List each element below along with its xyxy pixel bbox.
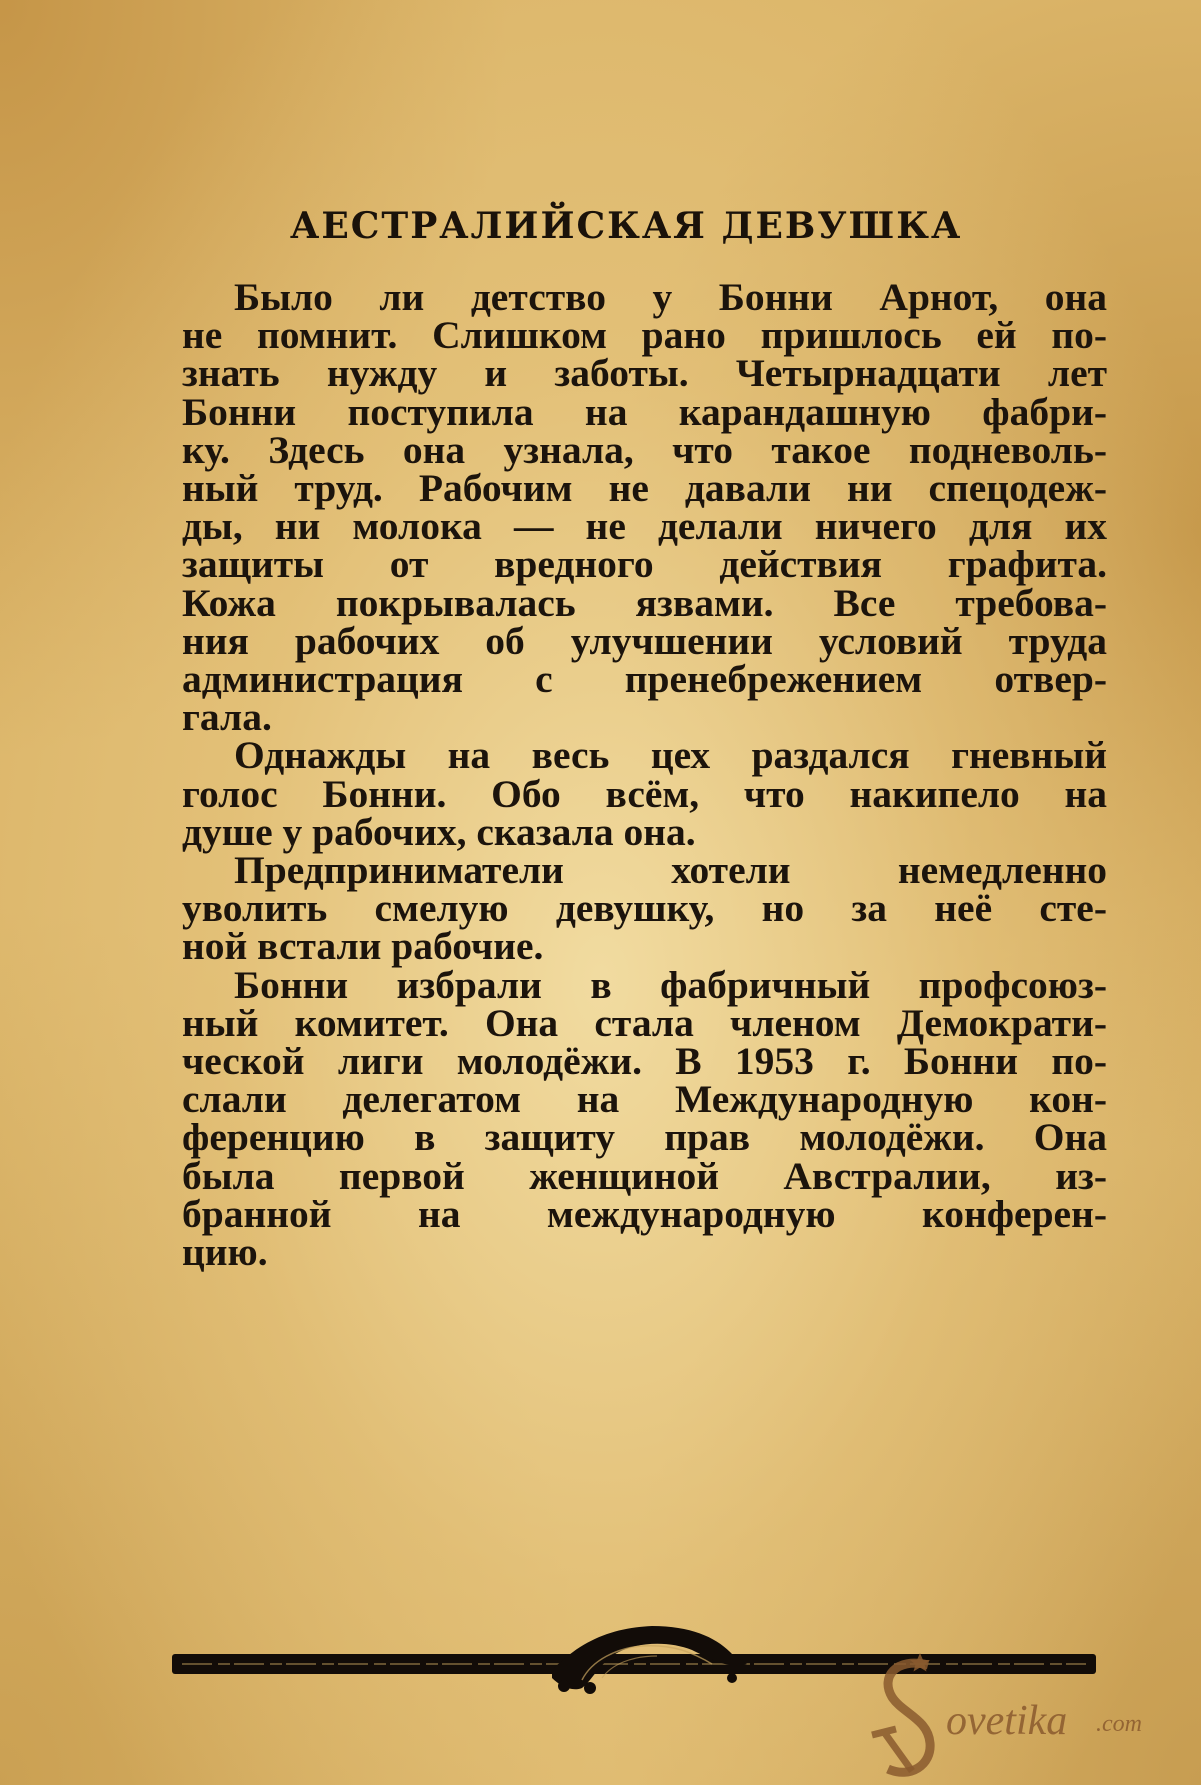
text-line: ку. Здесь она узнала, что такое подневоль- — [182, 427, 1107, 472]
text-line: знать нужду и заботы. Четырнадцати лет — [182, 351, 1107, 396]
watermark-domain: .com — [1096, 1711, 1142, 1737]
text-line: слали делегатом на Международную кон- — [182, 1077, 1107, 1122]
text-line: Однажды на весь цех раздался гневный — [234, 733, 1107, 778]
text-line: Кожа покрывалась язвами. Все требова- — [182, 580, 1107, 625]
text-line: цию. — [182, 1230, 268, 1275]
text-line: душе у рабочих, сказала она. — [182, 809, 696, 854]
text-line: ференцию в защиту прав молодёжи. Она — [182, 1115, 1107, 1160]
text-line: ческой лиги молодёжи. В 1953 г. Бонни по- — [182, 1039, 1107, 1084]
text-line: ния рабочих об улучшении условий труда — [182, 618, 1107, 663]
sovetika-watermark — [866, 1653, 1196, 1785]
text-line: ной встали рабочие. — [182, 924, 544, 969]
text-line: была первой женщиной Австралии, из- — [182, 1153, 1107, 1198]
text-line: администрация с пренебрежением отвер- — [182, 657, 1107, 702]
text-line: гала. — [182, 695, 272, 740]
text-line: Предприниматели хотели немедленно — [234, 848, 1107, 893]
text-line: Было ли детство у Бонни Арнот, она — [234, 275, 1107, 319]
article-body — [182, 275, 1107, 1275]
text-line: ный труд. Рабочим не давали ни спецодеж- — [182, 466, 1107, 511]
page-title: АЕСТРАЛИЙСКАЯ ДЕВУШКА — [290, 205, 963, 247]
text-line: ды, ни молока — не делали ничего для их — [182, 504, 1107, 549]
text-line: уволить смелую девушку, но за неё сте- — [182, 886, 1107, 931]
text-line: бранной на международную конферен- — [182, 1191, 1107, 1236]
text-line: Бонни поступила на карандашную фабри- — [182, 389, 1107, 434]
watermark-brand: ovetika — [946, 1698, 1068, 1744]
text-line: Бонни избрали в фабричный профсоюз- — [234, 962, 1107, 1007]
text-line: голос Бонни. Обо всём, что накипело на — [182, 771, 1107, 816]
text-line: ный комитет. Она стала членом Демократи- — [182, 1000, 1107, 1045]
hammer-sickle-s-logo-icon — [866, 1653, 956, 1785]
text-line: не помнит. Слишком рано пришлось ей по- — [182, 313, 1107, 358]
text-line: защиты от вредного действия графита. — [182, 542, 1107, 587]
